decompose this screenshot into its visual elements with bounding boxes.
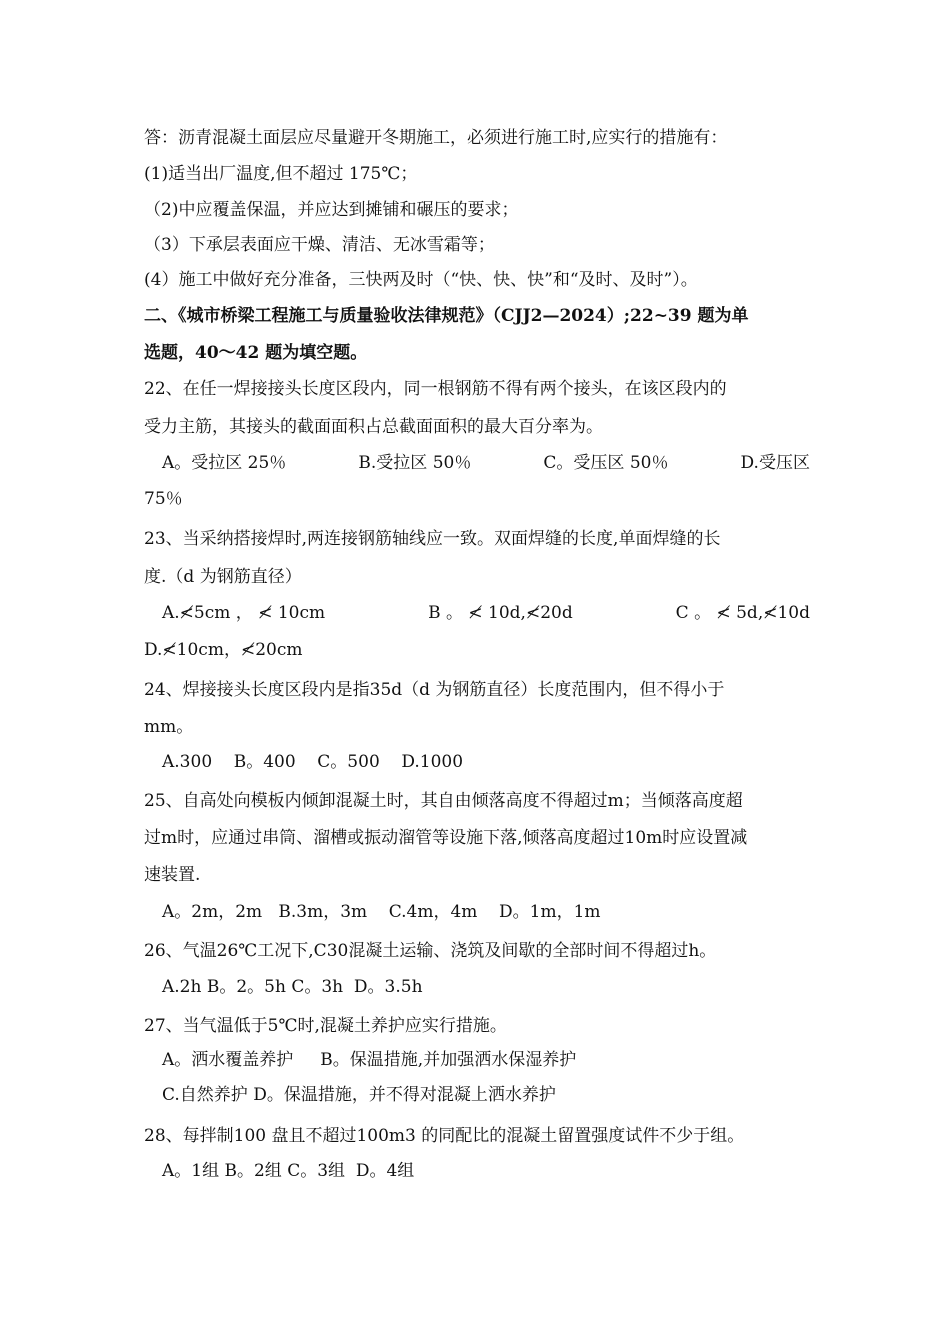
q23-option-a: A.≮5cm ， ≮ 10cm	[162, 603, 326, 623]
q26-options: A.2h B。2。5h C。3h D。3.5h	[162, 977, 423, 997]
q22-stem-line-1: 22、在任一焊接接头长度区段内，同一根钢筋不得有两个接头，在该区段内的	[144, 379, 727, 399]
q23-stem-line-2: 度.（d 为钢筋直径）	[144, 567, 302, 587]
q22-option-d-continued: 75％	[144, 489, 183, 509]
q28-options: A。1组 B。2组 C。3组 D。4组	[162, 1161, 415, 1181]
q24-stem-line-2: mm。	[144, 717, 194, 737]
q28-stem: 28、每拌制100 盘且不超过100m3 的同配比的混凝土留置强度试件不少于组。	[144, 1126, 745, 1146]
section-heading-line-1: 二、《城市桥梁工程施工与质量验收法律规范》（CJJ2—2024）;22~39 题为单	[144, 306, 749, 326]
q23-option-c: C 。 ≮ 5d,≮10d	[675, 603, 810, 623]
q25-stem-line-2: 过m时，应通过串筒、溜槽或振动溜管等设施下落,倾落高度超过10m时应设置减	[144, 828, 748, 848]
q22-options	[162, 451, 810, 475]
answer-item-2: （2)中应覆盖保温，并应达到摊铺和碾压的要求；	[144, 200, 519, 220]
answer-item-1: (1)适当出厂温度,但不超过 175℃；	[144, 164, 418, 184]
q25-stem-line-3: 速装置.	[144, 865, 201, 885]
answer-item-4: (4）施工中做好充分准备，三快两及时（“快、快、快”和“及时、及时”）。	[144, 270, 698, 290]
q24-stem-line-1: 24、焊接接头长度区段内是指35d（d 为钢筋直径）长度范围内，但不得小于	[144, 680, 725, 700]
q27-options-line-1: A。洒水覆盖养护 B。保温措施,并加强洒水保湿养护	[162, 1050, 577, 1070]
answer-item-3: （3）下承层表面应干燥、清洁、无冰雪霜等；	[144, 235, 495, 255]
q27-stem: 27、当气温低于5℃时,混凝土养护应实行措施。	[144, 1016, 507, 1036]
q27-options-line-2: C.自然养护 D。保温措施，并不得对混凝上洒水养护	[162, 1085, 556, 1105]
q22-option-c: C。受压区 50％	[543, 453, 669, 473]
q22-option-d: D.受压区	[740, 453, 810, 473]
q22-option-a: A。受拉区 25％	[162, 453, 287, 473]
q24-options: A.300 B。400 C。500 D.1000	[162, 752, 464, 772]
q23-option-d: D.≮10cm，≮20cm	[144, 640, 303, 660]
q23-options	[162, 601, 810, 625]
q26-stem: 26、气温26℃工况下,C30混凝土运输、浇筑及间歇的全部时间不得超过h。	[144, 941, 717, 961]
answer-intro: 答：沥青混凝土面层应尽量避开冬期施工，必须进行施工时,应实行的措施有：	[144, 128, 728, 148]
q23-stem-line-1: 23、当采纳搭接焊时,两连接钢筋轴线应一致。双面焊缝的长度,单面焊缝的长	[144, 529, 721, 549]
q23-option-b: B 。 ≮ 10d,≮20d	[428, 603, 573, 623]
section-heading-line-2: 选题，40～42 题为填空题。	[144, 343, 368, 363]
q22-option-b: B.受拉区 50％	[358, 453, 472, 473]
q25-stem-line-1: 25、自高处向模板内倾卸混凝土时，其自由倾落高度不得超过m；当倾落高度超	[144, 791, 743, 811]
q22-stem-line-2: 受力主筋，其接头的截面面积占总截面面积的最大百分率为。	[144, 417, 603, 437]
q25-options: A。2m，2m B.3m，3m C.4m，4m D。1m，1m	[162, 902, 601, 922]
